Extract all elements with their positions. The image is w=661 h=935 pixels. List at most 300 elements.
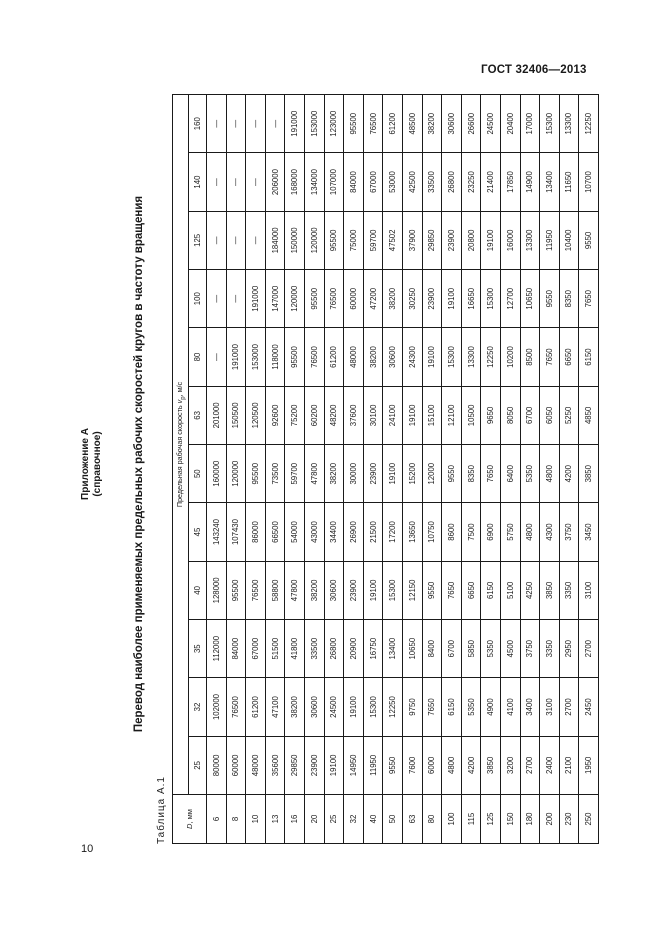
speed-group-header xyxy=(173,95,189,795)
rpm-cell: 9550 xyxy=(579,211,599,269)
rpm-cell: 13300 xyxy=(461,328,481,386)
speed-column-header: 100 xyxy=(189,270,207,328)
rpm-cell: 153000 xyxy=(304,95,324,153)
rpm-cell: 60000 xyxy=(226,736,246,794)
rpm-cell: 7650 xyxy=(442,561,462,619)
rpm-cell: 15300 xyxy=(481,270,501,328)
diameter-cell: 150 xyxy=(500,795,520,844)
rpm-cell: 38200 xyxy=(324,445,344,503)
table-row xyxy=(559,95,579,844)
rpm-cell: 48000 xyxy=(344,328,364,386)
rpm-cell: 30000 xyxy=(344,445,364,503)
rpm-cell: 6000 xyxy=(422,736,442,794)
rpm-cell: 4850 xyxy=(579,386,599,444)
rpm-cell: 8350 xyxy=(461,445,481,503)
table-row xyxy=(226,95,246,844)
rpm-cell: 13300 xyxy=(520,211,540,269)
diameter-cell: 115 xyxy=(461,795,481,844)
rpm-cell: 23900 xyxy=(344,561,364,619)
rpm-cell: 4800 xyxy=(520,503,540,561)
rpm-cell: 8400 xyxy=(422,620,442,678)
diameter-cell: 10 xyxy=(246,795,266,844)
rpm-cell: 2700 xyxy=(520,736,540,794)
rpm-cell: 24300 xyxy=(402,328,422,386)
rpm-cell: 10650 xyxy=(520,270,540,328)
table-row xyxy=(383,95,403,844)
speed-header-row xyxy=(189,95,207,844)
speed-column-header: 63 xyxy=(189,386,207,444)
rpm-cell: 66500 xyxy=(265,503,285,561)
rpm-cell: 12150 xyxy=(402,561,422,619)
rpm-cell: 61200 xyxy=(324,328,344,386)
rpm-cell: 43000 xyxy=(304,503,324,561)
rpm-cell: 112000 xyxy=(207,620,227,678)
speed-column-header: 50 xyxy=(189,445,207,503)
rpm-cell: 6150 xyxy=(442,678,462,736)
rpm-cell: 5750 xyxy=(500,503,520,561)
rpm-cell: 6150 xyxy=(481,561,501,619)
rpm-cell: 30600 xyxy=(304,678,324,736)
rpm-cell: 12250 xyxy=(579,95,599,153)
rpm-cell: — xyxy=(226,211,246,269)
rpm-cell: 47800 xyxy=(304,445,324,503)
rpm-cell: — xyxy=(246,211,266,269)
rpm-cell: 23250 xyxy=(461,153,481,211)
rpm-cell: 26800 xyxy=(324,620,344,678)
diameter-cell: 80 xyxy=(422,795,442,844)
rpm-cell: 76500 xyxy=(304,328,324,386)
rpm-cell: — xyxy=(226,95,246,153)
rpm-cell: 3750 xyxy=(559,503,579,561)
rpm-cell: — xyxy=(246,153,266,211)
rpm-cell: 47502 xyxy=(383,211,403,269)
rpm-cell: 15300 xyxy=(363,678,383,736)
rpm-cell: 5350 xyxy=(520,445,540,503)
diameter-unit: , мм xyxy=(185,809,194,824)
rpm-cell: 26800 xyxy=(442,153,462,211)
rpm-cell: 3850 xyxy=(481,736,501,794)
rpm-cell: 7650 xyxy=(579,270,599,328)
rpm-cell: 7650 xyxy=(422,678,442,736)
rpm-cell: 38200 xyxy=(422,95,442,153)
rpm-cell: 13300 xyxy=(559,95,579,153)
table-row xyxy=(265,95,285,844)
rpm-cell: 23900 xyxy=(363,445,383,503)
rpm-cell: 6700 xyxy=(520,386,540,444)
rpm-cell: 10200 xyxy=(500,328,520,386)
rpm-cell: 5350 xyxy=(461,678,481,736)
rpm-cell: 8500 xyxy=(520,328,540,386)
rpm-cell: 67000 xyxy=(363,153,383,211)
diameter-cell: 32 xyxy=(344,795,364,844)
rpm-cell: 3100 xyxy=(540,678,560,736)
rpm-cell: 5100 xyxy=(500,561,520,619)
rpm-cell: 15200 xyxy=(402,445,422,503)
rpm-cell: 3450 xyxy=(579,503,599,561)
speed-column-header: 32 xyxy=(189,678,207,736)
rpm-cell: 120500 xyxy=(246,386,266,444)
rpm-cell: 19100 xyxy=(344,678,364,736)
rpm-cell: 6650 xyxy=(461,561,481,619)
rpm-cell: 10700 xyxy=(579,153,599,211)
rpm-cell: 84000 xyxy=(226,620,246,678)
rpm-cell: 26900 xyxy=(344,503,364,561)
rpm-cell: 3750 xyxy=(520,620,540,678)
diameter-cell: 20 xyxy=(304,795,324,844)
diameter-cell: 16 xyxy=(285,795,305,844)
rpm-cell: 92600 xyxy=(265,386,285,444)
rpm-cell: 118000 xyxy=(265,328,285,386)
speed-group-prefix: Предельная рабочая скорость xyxy=(174,403,184,508)
rpm-cell: — xyxy=(207,270,227,328)
rpm-cell: 24500 xyxy=(481,95,501,153)
rpm-cell: 1950 xyxy=(579,736,599,794)
standard-code: ГОСТ 32406—2013 xyxy=(481,64,587,76)
rpm-cell: 168000 xyxy=(285,153,305,211)
rpm-cell: 4500 xyxy=(500,620,520,678)
rpm-cell: 61200 xyxy=(383,95,403,153)
rpm-cell: 47800 xyxy=(285,561,305,619)
rpm-cell: 3350 xyxy=(559,561,579,619)
rpm-cell: 30600 xyxy=(383,328,403,386)
rpm-cell: 59700 xyxy=(285,445,305,503)
rpm-cell: 38200 xyxy=(363,328,383,386)
rpm-cell: 37900 xyxy=(402,211,422,269)
rpm-cell: 13400 xyxy=(383,620,403,678)
rpm-cell: 26600 xyxy=(461,95,481,153)
rpm-cell: 60200 xyxy=(304,386,324,444)
rpm-cell: 19100 xyxy=(363,561,383,619)
rpm-cell: 15300 xyxy=(540,95,560,153)
rpm-cell: 206000 xyxy=(265,153,285,211)
rpm-cell: 9750 xyxy=(402,678,422,736)
rpm-cell: 12100 xyxy=(442,386,462,444)
table-label: Таблица А.1 xyxy=(156,776,167,844)
rpm-cell: 2700 xyxy=(559,678,579,736)
speed-conversion-table xyxy=(172,94,599,844)
rpm-cell: 9550 xyxy=(383,736,403,794)
rpm-cell: 20400 xyxy=(500,95,520,153)
rpm-cell: 6150 xyxy=(579,328,599,386)
rpm-cell: 201000 xyxy=(207,386,227,444)
rpm-cell: 95500 xyxy=(285,328,305,386)
table-row xyxy=(207,95,227,844)
rpm-cell: 3850 xyxy=(540,561,560,619)
rpm-cell: 5850 xyxy=(461,620,481,678)
rpm-cell: — xyxy=(207,328,227,386)
rpm-cell: 3200 xyxy=(500,736,520,794)
rpm-cell: 2100 xyxy=(559,736,579,794)
rpm-cell: 120000 xyxy=(285,270,305,328)
rpm-cell: 33500 xyxy=(422,153,442,211)
rpm-cell: 4200 xyxy=(559,445,579,503)
rpm-cell: 150500 xyxy=(226,386,246,444)
rpm-cell: 123000 xyxy=(324,95,344,153)
rpm-cell: 23900 xyxy=(442,211,462,269)
rpm-cell: 19100 xyxy=(422,328,442,386)
rpm-cell: 75000 xyxy=(344,211,364,269)
rpm-cell: 23900 xyxy=(304,736,324,794)
rpm-cell: 95500 xyxy=(324,211,344,269)
rpm-cell: 10650 xyxy=(402,620,422,678)
rpm-cell: 8350 xyxy=(559,270,579,328)
rpm-cell: 19100 xyxy=(324,736,344,794)
speed-group-symbol: v xyxy=(174,399,184,404)
rpm-cell: 9550 xyxy=(442,445,462,503)
rpm-cell: 16750 xyxy=(363,620,383,678)
rpm-cell: 160000 xyxy=(207,445,227,503)
appendix-title: Приложение А xyxy=(80,428,91,500)
diameter-cell: 230 xyxy=(559,795,579,844)
rpm-cell: 10400 xyxy=(559,211,579,269)
diameter-cell: 40 xyxy=(363,795,383,844)
table-row xyxy=(422,95,442,844)
rpm-cell: 95500 xyxy=(304,270,324,328)
diameter-cell: 180 xyxy=(520,795,540,844)
rpm-cell: 95500 xyxy=(226,561,246,619)
rpm-cell: 8600 xyxy=(442,503,462,561)
rpm-cell: 107430 xyxy=(226,503,246,561)
rpm-cell: 4200 xyxy=(461,736,481,794)
rpm-cell: 67000 xyxy=(246,620,266,678)
rpm-cell: 24100 xyxy=(383,386,403,444)
rpm-cell: 24500 xyxy=(324,678,344,736)
rpm-cell: — xyxy=(265,95,285,153)
diameter-cell: 100 xyxy=(442,795,462,844)
rpm-cell: 19100 xyxy=(383,445,403,503)
rpm-cell: 8050 xyxy=(500,386,520,444)
rpm-cell: 17850 xyxy=(500,153,520,211)
rpm-cell: 4800 xyxy=(540,445,560,503)
rpm-cell: 29850 xyxy=(422,211,442,269)
speed-column-header: 40 xyxy=(189,561,207,619)
table-row xyxy=(481,95,501,844)
rpm-cell: 128000 xyxy=(207,561,227,619)
diameter-cell: 25 xyxy=(324,795,344,844)
rpm-cell: 3350 xyxy=(540,620,560,678)
rpm-cell: 191000 xyxy=(246,270,266,328)
rpm-cell: 9550 xyxy=(422,561,442,619)
appendix-heading xyxy=(80,84,104,844)
rpm-cell: 11650 xyxy=(559,153,579,211)
rpm-cell: 47200 xyxy=(363,270,383,328)
rpm-cell: 51500 xyxy=(265,620,285,678)
rpm-cell: 30600 xyxy=(442,95,462,153)
rpm-cell: 47100 xyxy=(265,678,285,736)
rpm-cell: 38200 xyxy=(383,270,403,328)
rpm-cell: 7500 xyxy=(461,503,481,561)
document-title: Перевод наиболее применяемых предельных рабочих скоростей кругов в частоту вращения xyxy=(133,195,145,733)
speed-column-header: 25 xyxy=(189,736,207,794)
diameter-cell: 8 xyxy=(226,795,246,844)
appendix-note: (справочное) xyxy=(92,431,103,497)
rpm-cell: 120000 xyxy=(304,211,324,269)
rpm-cell: 4100 xyxy=(500,678,520,736)
rpm-cell: 2450 xyxy=(579,678,599,736)
table-row xyxy=(344,95,364,844)
rpm-cell: 4300 xyxy=(540,503,560,561)
rpm-cell: 7650 xyxy=(481,445,501,503)
rpm-cell: 34400 xyxy=(324,503,344,561)
rpm-cell: 4250 xyxy=(520,561,540,619)
rpm-cell: 143240 xyxy=(207,503,227,561)
rpm-cell: 76500 xyxy=(246,561,266,619)
table-row xyxy=(402,95,422,844)
rpm-cell: 4800 xyxy=(442,736,462,794)
rpm-cell: 5250 xyxy=(559,386,579,444)
rpm-cell: 84000 xyxy=(344,153,364,211)
rpm-cell: 3100 xyxy=(579,561,599,619)
rpm-cell: 134000 xyxy=(304,153,324,211)
rpm-cell: 16000 xyxy=(500,211,520,269)
rpm-cell: 147000 xyxy=(265,270,285,328)
rpm-cell: 76500 xyxy=(363,95,383,153)
rpm-cell: 6700 xyxy=(442,620,462,678)
rpm-cell: 30100 xyxy=(363,386,383,444)
rpm-cell: 58800 xyxy=(265,561,285,619)
rpm-cell: 17200 xyxy=(383,503,403,561)
rpm-cell: 61200 xyxy=(246,678,266,736)
rpm-cell: 19100 xyxy=(402,386,422,444)
speed-column-header: 160 xyxy=(189,95,207,153)
rpm-cell: 38200 xyxy=(304,561,324,619)
rpm-cell: 80000 xyxy=(207,736,227,794)
rpm-cell: 2400 xyxy=(540,736,560,794)
table-row xyxy=(324,95,344,844)
diameter-cell: 50 xyxy=(383,795,403,844)
table-row xyxy=(363,95,383,844)
rpm-cell: 7600 xyxy=(402,736,422,794)
rpm-cell: 16650 xyxy=(461,270,481,328)
rpm-cell: 48500 xyxy=(402,95,422,153)
table-row xyxy=(304,95,324,844)
rpm-cell: 76500 xyxy=(324,270,344,328)
rpm-cell: 20800 xyxy=(461,211,481,269)
rpm-cell: 4900 xyxy=(481,678,501,736)
speed-group-unit: , м/с xyxy=(174,381,184,397)
rpm-cell: 15300 xyxy=(383,561,403,619)
rpm-cell: 191000 xyxy=(226,328,246,386)
rpm-cell: 21400 xyxy=(481,153,501,211)
rpm-cell: 10500 xyxy=(461,386,481,444)
diameter-column-header xyxy=(173,795,207,844)
rpm-cell: 153000 xyxy=(246,328,266,386)
rpm-cell: 7650 xyxy=(540,328,560,386)
table-row xyxy=(520,95,540,844)
rpm-cell: 48000 xyxy=(246,736,266,794)
rpm-cell: 30600 xyxy=(324,561,344,619)
speed-column-header: 80 xyxy=(189,328,207,386)
speed-column-header: 45 xyxy=(189,503,207,561)
rpm-cell: — xyxy=(246,95,266,153)
table-row xyxy=(579,95,599,844)
rpm-cell: 102000 xyxy=(207,678,227,736)
rpm-cell: — xyxy=(207,95,227,153)
rpm-cell: 59700 xyxy=(363,211,383,269)
table-body xyxy=(207,95,599,844)
table-row xyxy=(442,95,462,844)
rpm-cell: 10750 xyxy=(422,503,442,561)
rpm-cell: — xyxy=(226,270,246,328)
speed-column-header: 35 xyxy=(189,620,207,678)
rpm-cell: 9550 xyxy=(540,270,560,328)
rpm-cell: 20900 xyxy=(344,620,364,678)
rpm-cell: 48200 xyxy=(324,386,344,444)
rpm-cell: 12250 xyxy=(481,328,501,386)
rpm-cell: 30250 xyxy=(402,270,422,328)
rpm-cell: 12000 xyxy=(422,445,442,503)
rpm-cell: 9650 xyxy=(481,386,501,444)
rpm-cell: 14950 xyxy=(344,736,364,794)
rpm-cell: 53000 xyxy=(383,153,403,211)
rpm-cell: 54000 xyxy=(285,503,305,561)
rpm-cell: 17000 xyxy=(520,95,540,153)
rpm-cell: 14900 xyxy=(520,153,540,211)
diameter-cell: 250 xyxy=(579,795,599,844)
rpm-cell: 19100 xyxy=(481,211,501,269)
rpm-cell: 6050 xyxy=(540,386,560,444)
rpm-cell: 41800 xyxy=(285,620,305,678)
rpm-cell: 12250 xyxy=(383,678,403,736)
rpm-cell: 76500 xyxy=(226,678,246,736)
table-row xyxy=(461,95,481,844)
rpm-cell: 2950 xyxy=(559,620,579,678)
diameter-symbol: D xyxy=(185,823,194,829)
rpm-cell: 184000 xyxy=(265,211,285,269)
rpm-cell: 3850 xyxy=(579,445,599,503)
rpm-cell: 37600 xyxy=(344,386,364,444)
rpm-cell: 35600 xyxy=(265,736,285,794)
rpm-cell: 29850 xyxy=(285,736,305,794)
rpm-cell: 15100 xyxy=(422,386,442,444)
rpm-cell: 6400 xyxy=(500,445,520,503)
speed-group-subscript: р xyxy=(180,396,187,400)
rpm-cell: 23900 xyxy=(422,270,442,328)
rpm-cell: 11950 xyxy=(363,736,383,794)
speed-column-header: 140 xyxy=(189,153,207,211)
speed-column-header: 125 xyxy=(189,211,207,269)
rpm-cell: — xyxy=(207,153,227,211)
diameter-cell: 200 xyxy=(540,795,560,844)
rpm-cell: 107000 xyxy=(324,153,344,211)
rpm-cell: 2700 xyxy=(579,620,599,678)
rpm-cell: 42500 xyxy=(402,153,422,211)
rpm-cell: 5350 xyxy=(481,620,501,678)
rpm-cell: 150000 xyxy=(285,211,305,269)
page-number: 10 xyxy=(81,843,94,855)
rpm-cell: 95500 xyxy=(246,445,266,503)
rpm-cell: 60000 xyxy=(344,270,364,328)
rpm-cell: 15300 xyxy=(442,328,462,386)
rpm-cell: 11950 xyxy=(540,211,560,269)
rpm-cell: — xyxy=(207,211,227,269)
diameter-cell: 125 xyxy=(481,795,501,844)
rpm-cell: 3400 xyxy=(520,678,540,736)
rpm-cell: 19100 xyxy=(442,270,462,328)
diameter-cell: 13 xyxy=(265,795,285,844)
rpm-cell: 6900 xyxy=(481,503,501,561)
rpm-cell: 21500 xyxy=(363,503,383,561)
rpm-cell: — xyxy=(226,153,246,211)
table-row xyxy=(500,95,520,844)
diameter-cell: 6 xyxy=(207,795,227,844)
rpm-cell: 73500 xyxy=(265,445,285,503)
rpm-cell: 12700 xyxy=(500,270,520,328)
rpm-cell: 86000 xyxy=(246,503,266,561)
rpm-cell: 95500 xyxy=(344,95,364,153)
diameter-cell: 63 xyxy=(402,795,422,844)
table-row xyxy=(540,95,560,844)
